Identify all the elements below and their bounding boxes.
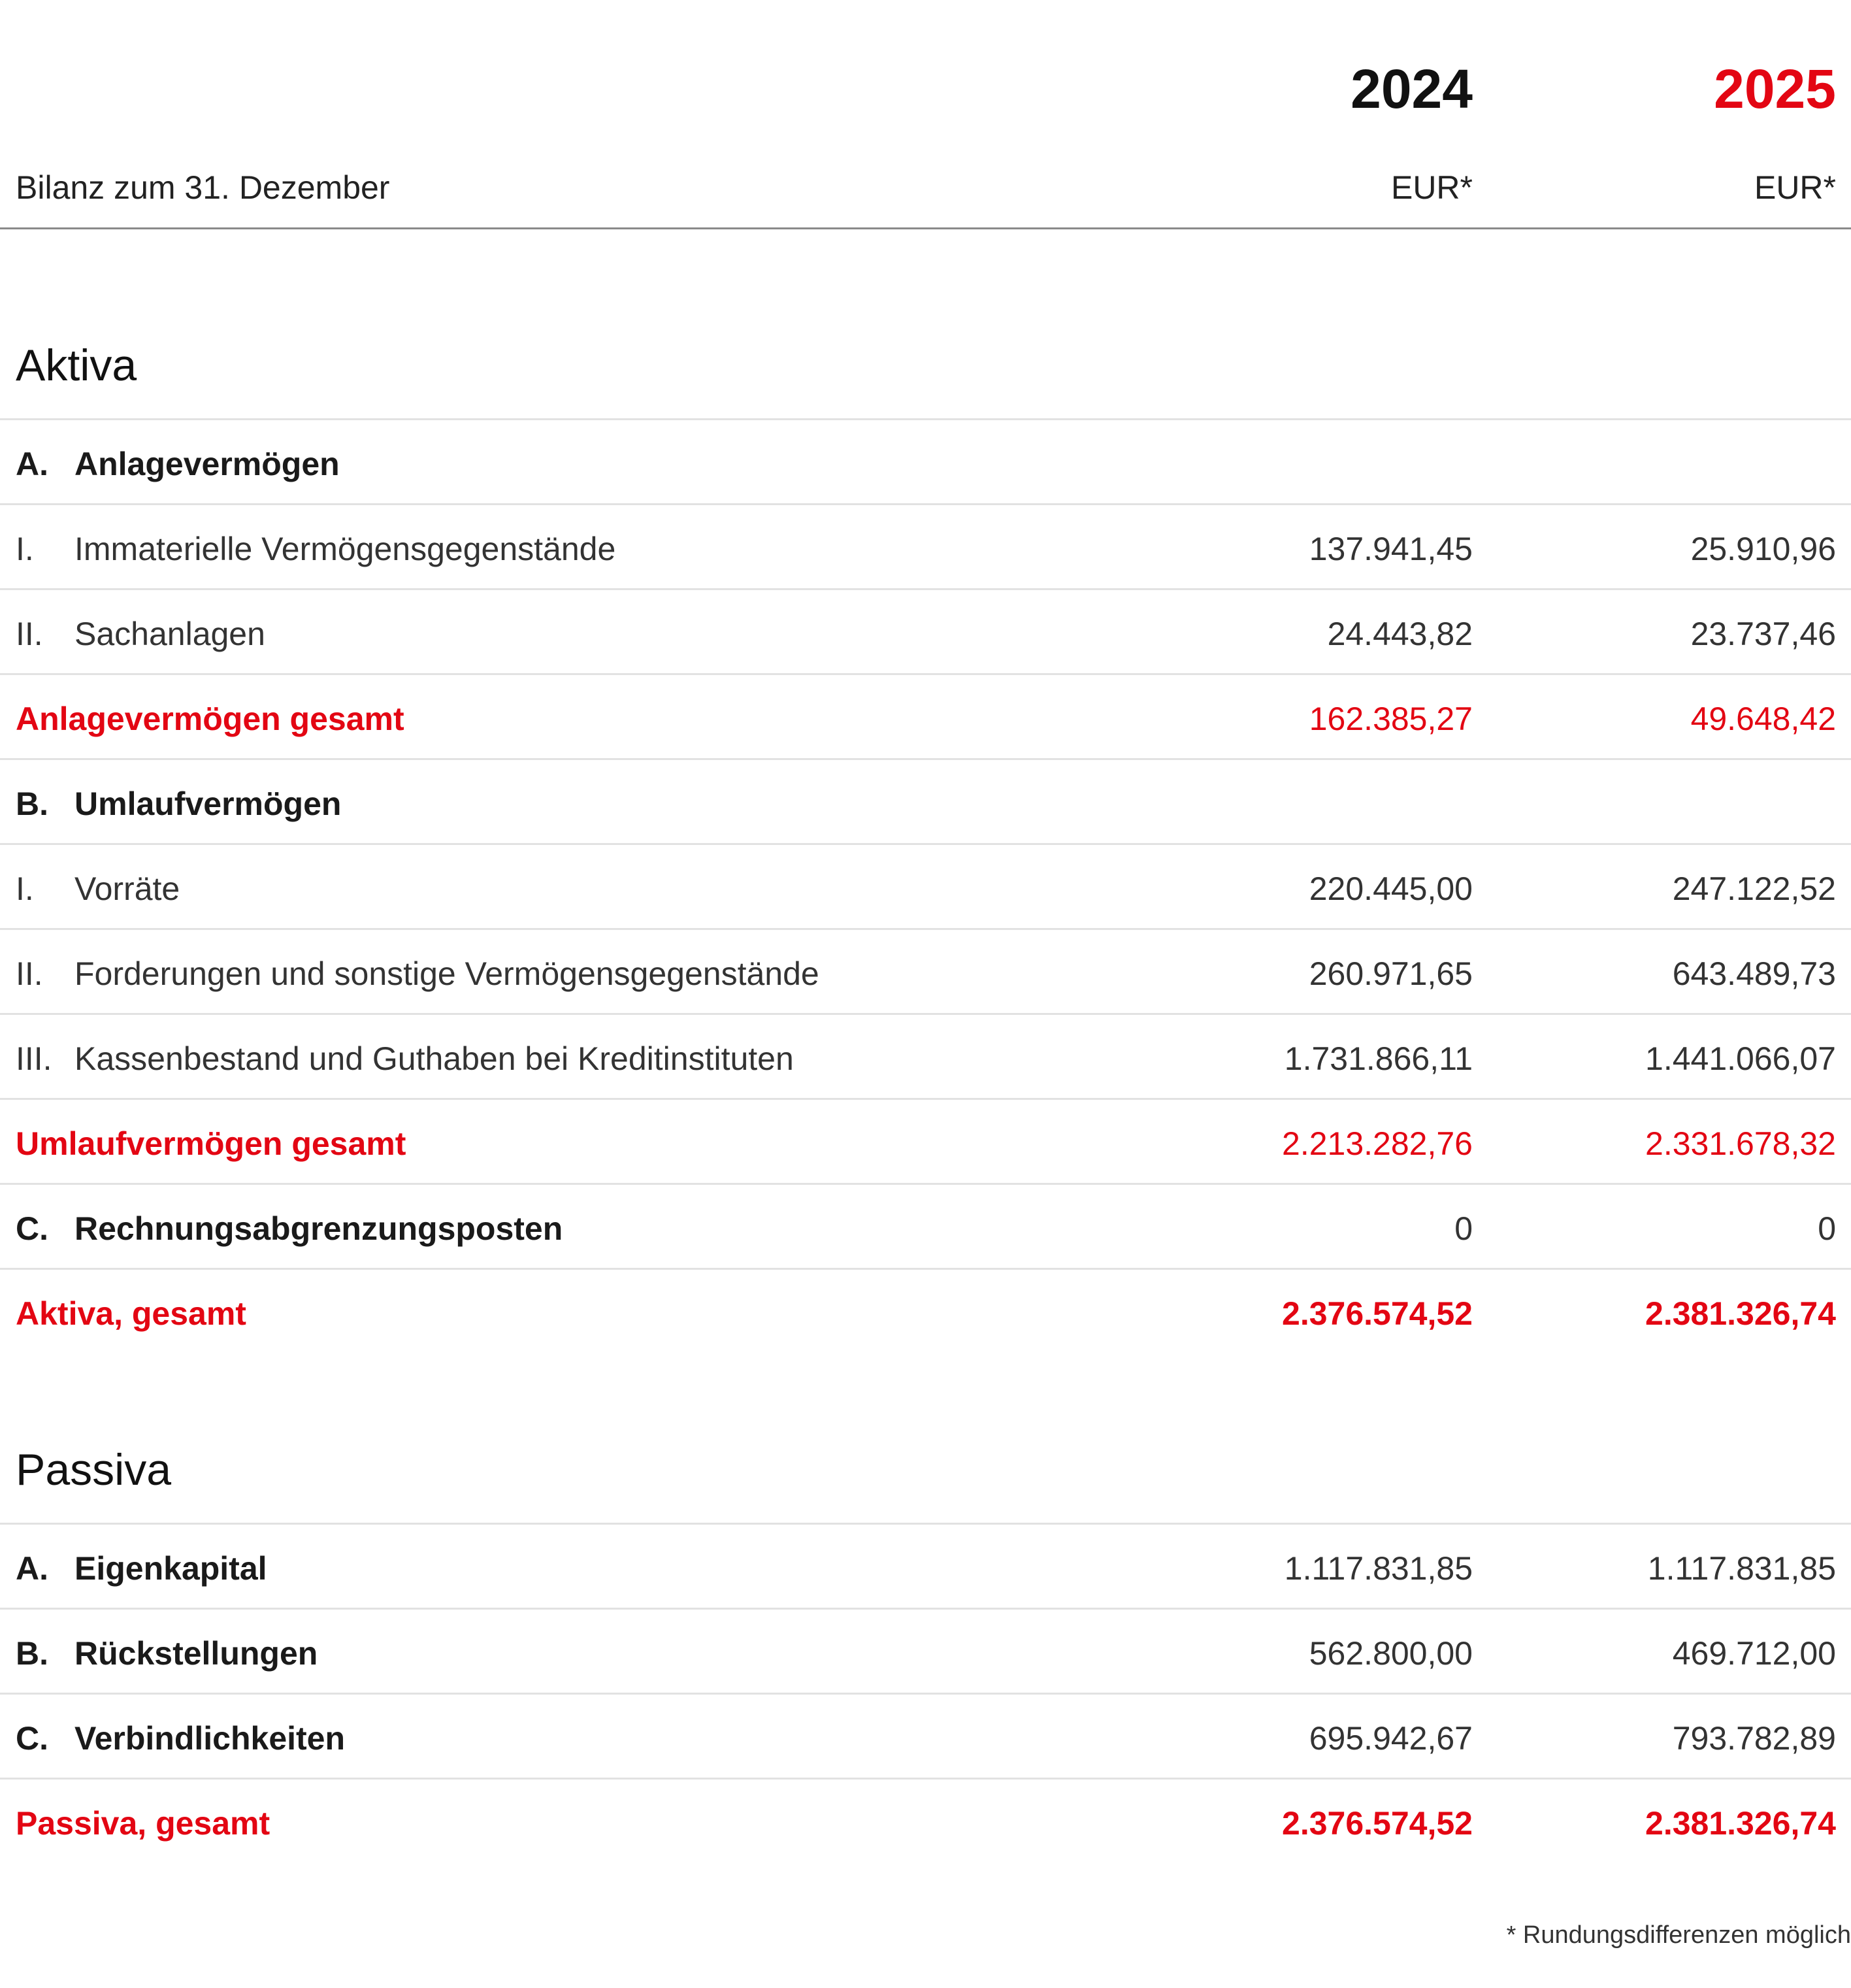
table-row-aktiva-gesamt: [0, 1268, 1851, 1355]
value-2024: 2.376.574,52: [1282, 1295, 1473, 1332]
table-row-vorraete: [0, 843, 1851, 930]
row-label: Forderungen und sonstige Vermögensgegenstände: [74, 955, 819, 992]
year-2025-heading: 2025: [1714, 58, 1836, 120]
year-2024-heading: 2024: [1351, 58, 1473, 120]
value-2025: 2.381.326,74: [1645, 1295, 1836, 1332]
value-2025: 0: [1818, 1210, 1836, 1247]
section-title-aktiva: Aktiva: [16, 340, 137, 390]
value-2025: 2.331.678,32: [1645, 1125, 1836, 1162]
row-label: Sachanlagen: [74, 616, 265, 652]
row-label: Eigenkapital: [74, 1550, 267, 1587]
value-2024: 695.942,67: [1309, 1720, 1473, 1757]
row-index: C.: [16, 1720, 48, 1757]
row-index: II.: [16, 616, 43, 652]
value-2025: 1.441.066,07: [1645, 1040, 1836, 1077]
row-index: II.: [16, 955, 43, 992]
row-label: Rückstellungen: [74, 1635, 318, 1672]
row-label: Aktiva, gesamt: [16, 1295, 246, 1332]
row-label: Umlaufvermögen: [74, 786, 342, 822]
row-label: Rechnungsabgrenzungsposten: [74, 1210, 563, 1247]
row-label: Verbindlichkeiten: [74, 1720, 346, 1757]
value-2025: 25.910,96: [1690, 531, 1836, 567]
value-2025: 793.782,89: [1672, 1720, 1836, 1757]
row-index: A.: [16, 1550, 48, 1587]
value-2024: 260.971,65: [1309, 955, 1473, 992]
value-2024: 137.941,45: [1309, 531, 1473, 567]
table-row-sachanlagen: [0, 588, 1851, 675]
value-2024: 1.117.831,85: [1284, 1550, 1473, 1587]
table-row-rueckstellungen: [0, 1608, 1851, 1695]
row-label: Passiva, gesamt: [16, 1805, 270, 1842]
value-2025: 2.381.326,74: [1645, 1805, 1836, 1842]
table-row-kassenbestand: [0, 1013, 1851, 1100]
footnote-rounding: * Rundungsdifferenzen möglich: [1506, 1921, 1851, 1949]
balance-sheet-subtitle: Bilanz zum 31. Dezember: [16, 169, 390, 206]
table-row-anlagevermoegen-gesamt: [0, 673, 1851, 760]
row-index: A.: [16, 446, 48, 482]
value-2024: 220.445,00: [1309, 870, 1473, 907]
row-label: Kassenbestand und Guthaben bei Kreditinstituten: [74, 1040, 794, 1077]
value-2025: 1.117.831,85: [1647, 1550, 1836, 1587]
value-2025: 23.737,46: [1690, 616, 1836, 652]
value-2024: 24.443,82: [1327, 616, 1473, 652]
row-index: I.: [16, 531, 34, 567]
table-row-anlagevermoegen: [0, 418, 1851, 505]
header-divider: [0, 227, 1851, 229]
row-index: C.: [16, 1210, 48, 1247]
table-row-forderungen: [0, 928, 1851, 1015]
value-2025: 643.489,73: [1672, 955, 1836, 992]
value-2024: 162.385,27: [1309, 701, 1473, 737]
row-index: B.: [16, 786, 48, 822]
value-2024: 2.376.574,52: [1282, 1805, 1473, 1842]
row-label: Anlagevermögen gesamt: [16, 701, 404, 737]
row-index: B.: [16, 1635, 48, 1672]
row-label: Anlagevermögen: [74, 446, 340, 482]
row-label: Vorräte: [74, 870, 180, 907]
table-row-verbindlichkeiten: [0, 1693, 1851, 1780]
table-row-umlaufvermoegen-gesamt: [0, 1098, 1851, 1185]
value-2024: 2.213.282,76: [1282, 1125, 1473, 1162]
value-2025: 247.122,52: [1672, 870, 1836, 907]
table-row-rechnungsabgrenzung: [0, 1183, 1851, 1270]
row-index: I.: [16, 870, 34, 907]
row-label: Umlaufvermögen gesamt: [16, 1125, 406, 1162]
value-2024: 0: [1454, 1210, 1473, 1247]
table-row-eigenkapital: [0, 1523, 1851, 1610]
value-2024: 562.800,00: [1309, 1635, 1473, 1672]
table-row-immaterielle: [0, 503, 1851, 590]
table-row-umlaufvermoegen: [0, 758, 1851, 845]
row-index: III.: [16, 1040, 52, 1077]
table-row-passiva-gesamt: [0, 1778, 1851, 1864]
row-label: Immaterielle Vermögensgegenstände: [74, 531, 616, 567]
section-title-passiva: Passiva: [16, 1445, 172, 1495]
value-2025: 49.648,42: [1690, 701, 1836, 737]
value-2025: 469.712,00: [1672, 1635, 1836, 1672]
unit-2025: EUR*: [1754, 169, 1836, 206]
unit-2024: EUR*: [1390, 169, 1473, 206]
value-2024: 1.731.866,11: [1284, 1040, 1473, 1077]
